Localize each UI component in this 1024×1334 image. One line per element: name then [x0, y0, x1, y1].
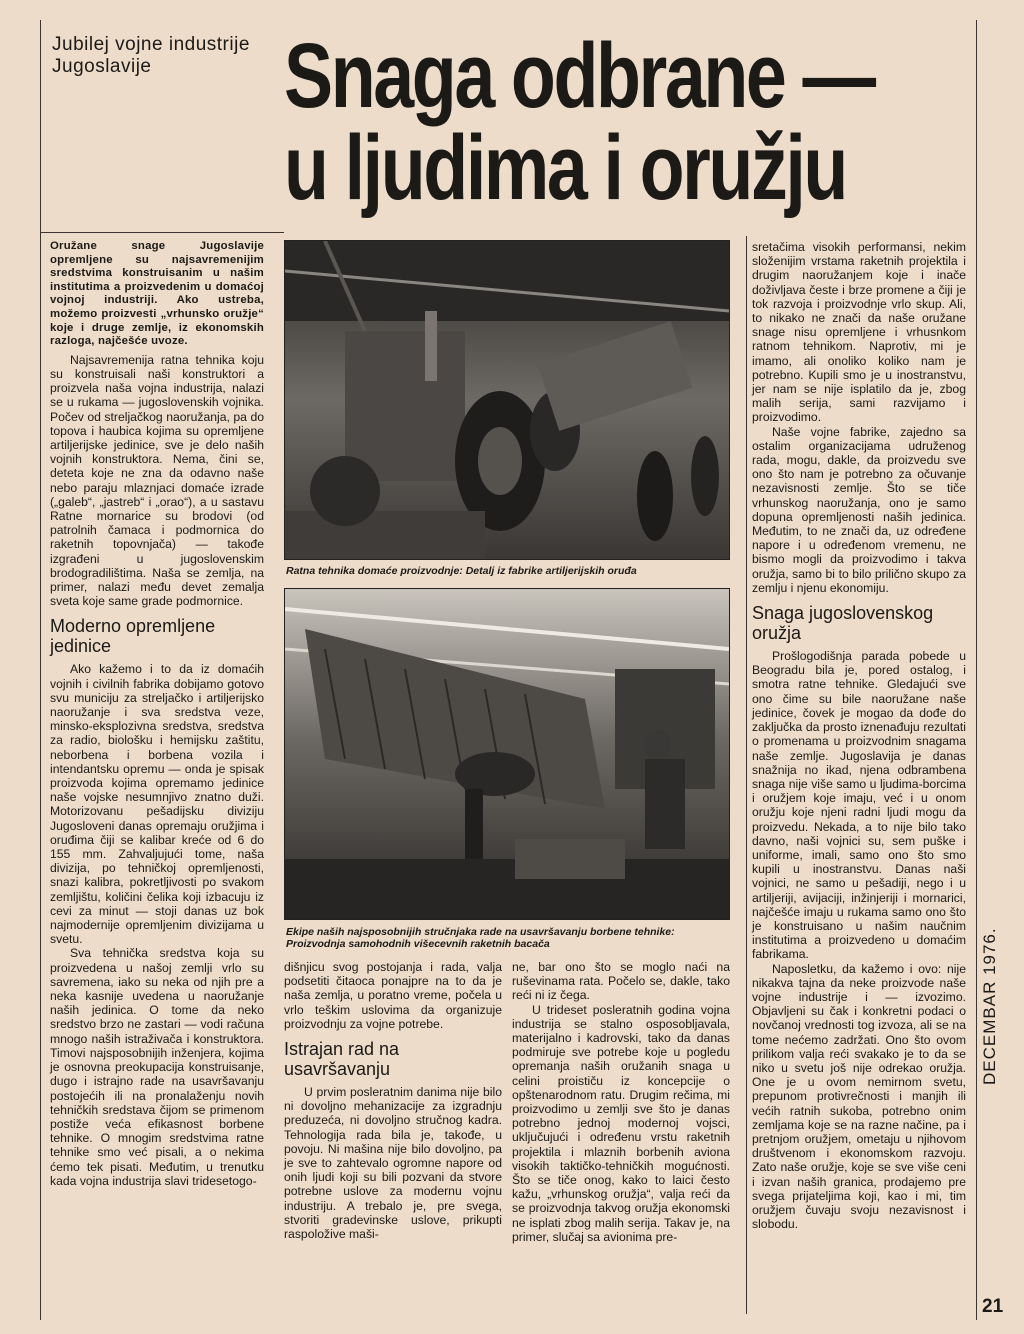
subheading: Istrajan rad na usavršavanju [284, 1039, 400, 1080]
paragraph: Prošlogodišnja parada pobede u Beogradu bila je, pored ostalog, i smotra ratne tehnike. Gledajući sve ono čime su bile naoružane naše jedinice, čovek je mogao da dođe do zaključka da prosto iznenađuju rezultati o promenama u proizvodnim snagama naše zemlje. Jugoslavija je danas snažnija no ikad, njena odbrambena snaga nije više samo u ljudima-borcima i oružjem koje imaju, već i u onom oružju koje njeni radni ljudi mogu da proizvedu. Nekada, a to nije bilo tako davno, naši vojnici su, sem puške i uniforme, imali, samo ono što smo kupili u inostranstvu. Danas naši vojnici, ne samo u pešadiji, nego i u artiljeriji, avijaciji, inžinjeriji i mornarici, najčešće imaju u rukama samo ono što je konstruisano u našim naučnim institutima a proizvedeno u domaćim fabrikama. [752, 649, 966, 962]
paragraph: Sva tehnička sredstva koja su proizvedena u našoj zemlji vrlo su savremena, iako su neka od njih pre a neka kasnije uvedena u naoružanje naših jedinica. O tome da neko sredstvo brzo ne zastari — vodi računa mnogo naših istraživača i konstruktora. Timovi najsposobnijih inženjera, kojima je osnovna preokupacija konstruisanje, dugo i istrajno rade na usavršavanju postojećih ili na pronalaženju novih tehničkih sredstava čijom se primenom postiže veća efikasnost borbene tehnike. O mnogim sredstvima ratne tehnike smo već pisali, a o nekima ćemo tek pisati. Međutim, u trenutku kada vojna industrija slavi tridesetogo- [50, 946, 264, 1188]
paragraph: Ako kažemo i to da iz domaćih vojnih i civilnih fabrika dobijamo gotovo svu municiju za streljačko i artiljerijsko naoružanje i sva sredstva veze, minsko-eksplozivna sredstva, sredstva za radio, biološku i hemijsku zaštitu, neborbena i borbena vozila i intendantsku opremu — onda je spisak proizvoda kojima opremamo jedinice naše vojske nesumnjivo znatno duži. Motorizovanu pešadijsku diviziju Jugosloveni danas opremaju oružjima i oruđima čiji se kalibar kreće od 6 do 155 mm. Zahvaljujući tome, naša divizija, po tehničkoj opremljenosti, snazi kalibra, pokretljivosti po svakom zemljištu, količini čelika koji izbacuju iz cevi za minut — stoji danas uz bok najmodernije opremljenim divizijama u svetu. [50, 662, 264, 947]
column-2 [284, 960, 502, 1241]
paragraph: U trideset posleratnih godina vojna industrija se stalno osposobljavala, materijalno i kadrovski, tako da danas podmiruje sve potrebe koje u pogledu opremanja naših oružanih snaga u celini proističu iz koncepcije o opštenarodnom ratu. Drugim rečima, mi proizvodimo u zemlji sve što je danas potrebno jednoj modernoj vojsci, uključujući i određenu vrstu raketnih projektila i mlaznih borbenih aviona visokih taktičko-tehničkih mogućnosti. Što se tiče onog, kako to laici često kažu, „vrhunskog oružja“, valja reći da se proizvodnja takvog oružja ekonomski ne isplati zbog malih serija. Takav je, na primer, slučaj sa avionima pre- [512, 1002, 730, 1244]
subheading: Moderno opremljene jedinice [50, 616, 216, 657]
subheading: Snaga jugoslovenskog oružja [752, 603, 934, 644]
issue-date: DECEMBAR 1976. [980, 927, 999, 1085]
column-3 [512, 960, 730, 1244]
page-number: 21 [982, 1296, 1004, 1317]
photo-rocket-launchers [284, 588, 730, 920]
caption-2: Ekipe naših najsposobnijih stručnjaka rade na usavršavanju borbene tehnike: Proizvodnja samohodnih višecevnih raketnih bacača [286, 926, 675, 950]
lead-paragraph: Oružane snage Jugoslavije opremljene su najsavremenijim sredstvima konstruisanim u našim institutima a proizvedenim u domaćoj vojnoj industriji. Ako ustreba, možemo proizvesti „vrhunsko oružje“ koje i druge zemlje, iz ekonomskih razloga, najčešće uvoze. [50, 240, 264, 348]
photo-rocket-launchers-image [285, 589, 729, 919]
column-rule [746, 236, 747, 1314]
headline-line-2: u ljudima i oružju [284, 117, 846, 219]
paragraph: Najsavremenija ratna tehnika koju su konstruisali naši konstruktori a proizvela naša vojna industrija, nalazi se u rukama — jugoslovenskih vojnika. Počev od streljačkog naoružanja, pa do topova i haubica kojima su opremljene artiljerijske jedinice, sve je delo naših vojnih konstruktora. Nema, čini se, deteta koje ne zna da odavno naše nebo paraju mlaznjaci domaće izrade („galeb“, „jastreb“ i „orao“), a u sastavu Ratne mornarice su brodovi (od patrolnih čamaca i podmornica do raketnih topovnjača) — takođe izgrađeni u jugoslovenskim brodogradilištima. Naša se zemlja, na primer, nalazi među devet zemalja sveta koje same grade podmornice. [50, 352, 264, 609]
headline-line-1: Snaga odbrane — [284, 25, 874, 127]
photo-artillery-image [285, 241, 729, 559]
divider [40, 232, 284, 233]
photo-artillery [284, 240, 730, 560]
paragraph: sretačima visokih performansi, nekim složenijim vrstama raketnih projektila i drugim naoružanjem koje i inače doživljava česte i brze promene a čiji je tok razvoja i proizvodnje vrlo skup. Ali, to nikako ne znači da naše oružane snage nisu opremljene i vrhusnkom ratnom tehnikom. Naprotiv, mi je imamo, ali onoliko koliko nam je potrebno. Kupili smo je u inostranstvu, jer nam se nije isplatilo da je, zbog malih serija, sami razvijamo i proizvodimo. [752, 240, 966, 425]
caption-1: Ratna tehnika domaće proizvodnje: Detalj iz fabrike artiljerijskih oruđa [286, 565, 637, 577]
headline [284, 25, 874, 219]
paragraph: dišnjicu svog postojanja i rada, valja podsetiti čitaoca ponajpre na to da je naša zemlja, u poratno vreme, počela u vrlo teškim uslovima da organizuje proizvodnju za vojne potrebe. [284, 960, 502, 1031]
paragraph: Naše vojne fabrike, zajedno sa ostalim organizacijama udruženog rada, mogu, dakle, da proizvedu sve ono što nam je potrebno za očuvanje nezavisnosti zemlje. Što se tiče vrhunskog naoružanja, ono je samo dopuna opremljenosti naših jedinica. Međutim, to ne znači da, uz određene napore i u određenom vremenu, ne bismo mogli da proizvodimo i takva oružja, samo bi to bilo prilično skupo za zemlju i njenu ekonomiju. [752, 424, 966, 595]
paragraph: U prvim posleratnim danima nije bilo ni dovoljno mehanizacije za izgradnju preduzeća, ni dovoljno stručnog kadra. Tehnologija rada bila je, takođe, u povoju. Ni mašina nije bilo dovoljno, pa je sve to zahtevalo ogromne napore od onih ljudi koji su bili pozvani da stvore potrebne uslove za modernu vojnu industriju. A trebalo je, pre svega, stvoriti gradevinske uslove, prikupti raspoložive maši- [284, 1085, 502, 1242]
paragraph: ne, bar ono što se moglo naći na ruševinama rata. Počelo se, dakle, tako reći ni iz čega. [512, 960, 730, 1003]
paragraph: Naposletku, da kažemo i ovo: nije nikakva tajna da neke proizvode naše vojne industrije i — izvozimo. Objavljeni su čak i konkretni podaci o novčanoj vrednosti tog izvoza, ali se na tome nećemo zadržati. Ono što ovom prilikom valja reći svakako je to da se niko u svetu još nije odrekao oružja. One je u ovom nemirnom svetu, prepunom protivrečnosti i manjih ili većih ratnih sukoba, potrebno onim zemljama koje se na razne načine, pa i pretnjom oružjem, ometaju u njihovom društvenom i ekonomskom razvoju. Zato naše oružje, koje se sve više ceni i izvan naših granica, prodajemo pre svega prijateljima koji, kao i mi, tim oružjem čuvaju svoju nezavisnost i slobodu. [752, 961, 966, 1232]
column-4 [752, 240, 966, 1231]
side-rule [976, 20, 977, 1320]
kicker: Jubilej vojne industrije Jugoslavije [52, 34, 250, 77]
column-1 [50, 240, 264, 1188]
